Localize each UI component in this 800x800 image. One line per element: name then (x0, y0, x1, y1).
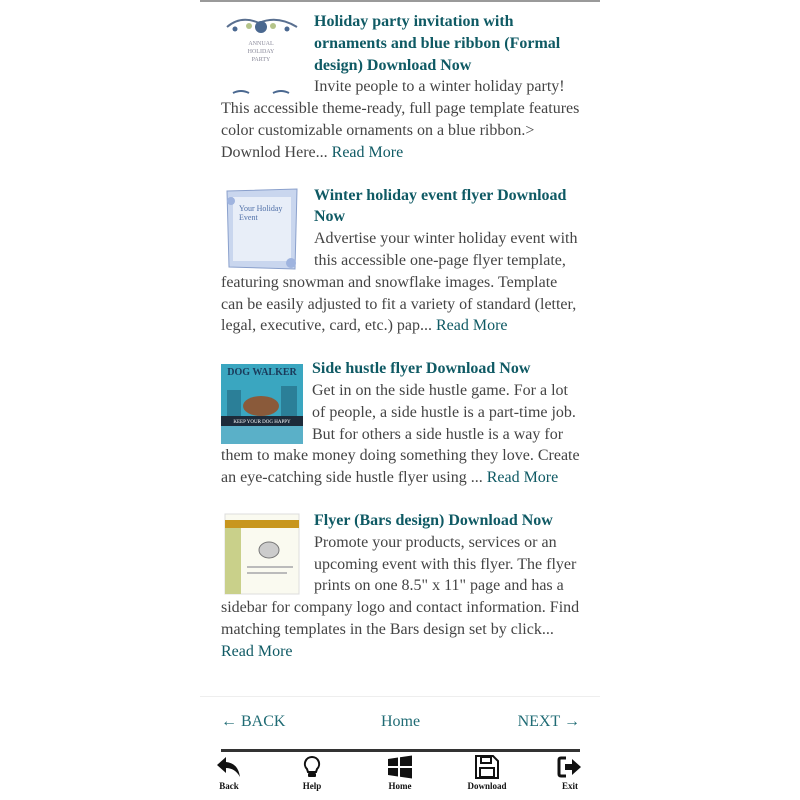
bars-flyer-image (221, 512, 305, 596)
svg-text:HOLIDAY: HOLIDAY (247, 49, 275, 55)
toolbar-back-button[interactable] (199, 755, 259, 791)
ornaments-image (221, 13, 305, 97)
thumbnail-holiday-invitation[interactable] (221, 13, 305, 97)
toolbar-help-label: Help (302, 781, 322, 791)
item-title-link[interactable]: Side hustle flyer Download Now (312, 360, 531, 378)
item-description: Promote your products, services or an upcoming event with this flyer. The flyer prints on one 8.5" x 11" page and has a sidebar for company logo and contact information. Find matching templates in the Bars design set by click... (221, 533, 580, 638)
back-link[interactable]: ← BACK (221, 713, 286, 730)
lightbulb-icon (299, 755, 325, 779)
dog-walker-image (221, 360, 303, 444)
item-title-link[interactable]: Winter holiday event flyer Download Now (314, 186, 567, 226)
list-item (221, 185, 583, 338)
toolbar-exit-button[interactable] (540, 755, 600, 791)
toolbar-back-label: Back (219, 781, 239, 791)
item-description: Advertise your winter holiday event with this accessible one-page flyer template, featuring snowman and snowflake images. Template can be easily adjusted to fit a variety of standard (letter, legal, executive, card, etc.) pap... (221, 230, 578, 335)
svg-text:PARTY: PARTY (251, 57, 271, 63)
item-description: Get in on the side hustle game. For a lot of people, a side hustle is a part-time job. But for others a side hustle is a way for them to make money doing something they love. Create an eye-catching side hustle flyer using ... (221, 381, 580, 487)
read-more-link[interactable]: Read More (331, 143, 404, 161)
floppy-disk-icon (474, 755, 500, 779)
toolbar-download-button[interactable] (457, 755, 517, 791)
winter-flyer-image (221, 187, 305, 271)
svg-text:DOG WALKER: DOG WALKER (227, 367, 297, 379)
toolbar-exit-label: Exit (561, 781, 578, 791)
thumbnail-side-hustle[interactable] (221, 360, 303, 444)
list-item (221, 11, 583, 164)
svg-text:KEEP YOUR DOG HAPPY: KEEP YOUR DOG HAPPY (233, 420, 291, 426)
top-divider (200, 0, 600, 2)
read-more-link[interactable]: Read More (436, 317, 508, 335)
toolbar-divider (221, 749, 580, 752)
home-link[interactable]: Home (381, 713, 421, 730)
toolbar-download-label: Download (467, 781, 507, 791)
thumbnail-winter-flyer[interactable] (221, 187, 305, 271)
toolbar-home-button[interactable] (370, 755, 430, 791)
sign-out-icon (557, 755, 583, 779)
read-more-link[interactable]: Read More (221, 642, 293, 660)
next-link[interactable]: NEXT → (517, 713, 580, 730)
pager-divider (200, 696, 600, 697)
svg-text:Event: Event (239, 212, 258, 222)
svg-text:Your Holiday: Your Holiday (239, 203, 283, 213)
item-description: Invite people to a winter holiday party! This accessible theme-ready, full page template features color customizable ornaments on a blue ribbon.> Downlod Here... (221, 78, 580, 161)
item-title-link[interactable]: Holiday party invitation with ornaments and blue ribbon (Formal design) Download Now (314, 13, 561, 74)
template-list (221, 11, 583, 684)
toolbar-home-label: Home (388, 781, 412, 791)
thumbnail-bars-flyer[interactable] (221, 512, 305, 596)
toolbar-help-button[interactable] (282, 755, 342, 791)
list-item (221, 510, 583, 663)
list-item (221, 358, 583, 489)
svg-text:ANNUAL: ANNUAL (248, 41, 274, 47)
windows-icon (387, 755, 413, 779)
item-title-link[interactable]: Flyer (Bars design) Download Now (314, 511, 553, 529)
reply-arrow-icon (216, 755, 242, 779)
read-more-link[interactable]: Read More (486, 469, 559, 487)
